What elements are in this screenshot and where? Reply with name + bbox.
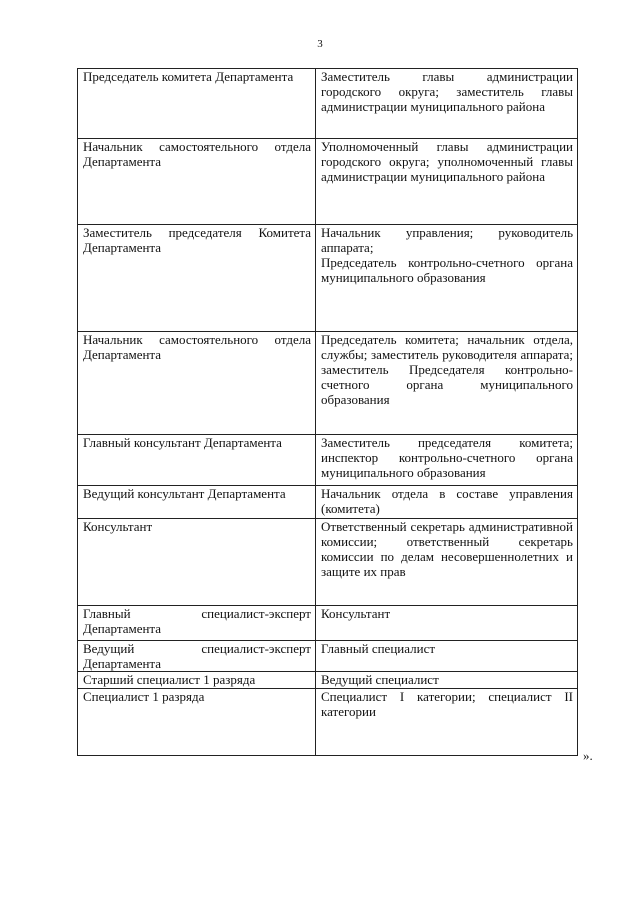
table-row: [78, 641, 578, 672]
right-cell: Заместитель председателя комитета; инспектор контрольно-счетного органа муниципального образования: [316, 435, 578, 486]
table-row: [78, 606, 578, 641]
right-cell-line: Начальник управления; руководитель аппарата;: [321, 225, 573, 255]
table-row: [78, 672, 578, 689]
left-cell: Старший специалист 1 разряда: [78, 672, 316, 689]
table-row: [78, 689, 578, 756]
left-cell: Начальник самостоятельного отдела Департамента: [78, 139, 316, 225]
left-cell: Заместитель председателя Комитета Департамента: [78, 225, 316, 332]
closing-quote: ».: [583, 748, 593, 763]
right-cell: Ведущий специалист: [316, 672, 578, 689]
right-cell: Председатель комитета; начальник отдела, службы; заместитель руководителя аппарата; заместитель Председателя контрольно-счетного органа муниципального образования: [316, 332, 578, 435]
left-cell: Специалист 1 разряда: [78, 689, 316, 756]
left-cell: Начальник самостоятельного отдела Департамента: [78, 332, 316, 435]
right-cell: Заместитель главы администрации городского округа; заместитель главы администрации муниципального района: [316, 69, 578, 139]
left-cell: Консультант: [78, 519, 316, 606]
left-cell: Ведущий специалист-эксперт Департамента: [78, 641, 316, 672]
right-cell: Главный специалист: [316, 641, 578, 672]
table-row: [78, 519, 578, 606]
table-row: [78, 332, 578, 435]
right-cell: Уполномоченный главы администрации городского округа; уполномоченный главы администрации муниципального района: [316, 139, 578, 225]
page-number: 3: [317, 38, 323, 50]
table-row: [78, 139, 578, 225]
right-cell: [316, 225, 578, 332]
left-cell: Председатель комитета Департамента: [78, 69, 316, 139]
table-row: [78, 69, 578, 139]
right-cell-line: Председатель контрольно-счетного органа муниципального образования: [321, 255, 573, 285]
table-row: [78, 435, 578, 486]
left-cell: Ведущий консультант Департамента: [78, 486, 316, 519]
position-equivalence-table: [77, 68, 578, 756]
right-cell: Начальник отдела в составе управления (комитета): [316, 486, 578, 519]
right-cell: Специалист I категории; специалист II категории: [316, 689, 578, 756]
right-cell: Ответственный секретарь административной комиссии; ответственный секретарь комиссии по делам несовершеннолетних и защите их прав: [316, 519, 578, 606]
table-row: [78, 486, 578, 519]
table-row: [78, 225, 578, 332]
left-cell: Главный консультант Департамента: [78, 435, 316, 486]
right-cell: Консультант: [316, 606, 578, 641]
left-cell: Главный специалист-эксперт Департамента: [78, 606, 316, 641]
